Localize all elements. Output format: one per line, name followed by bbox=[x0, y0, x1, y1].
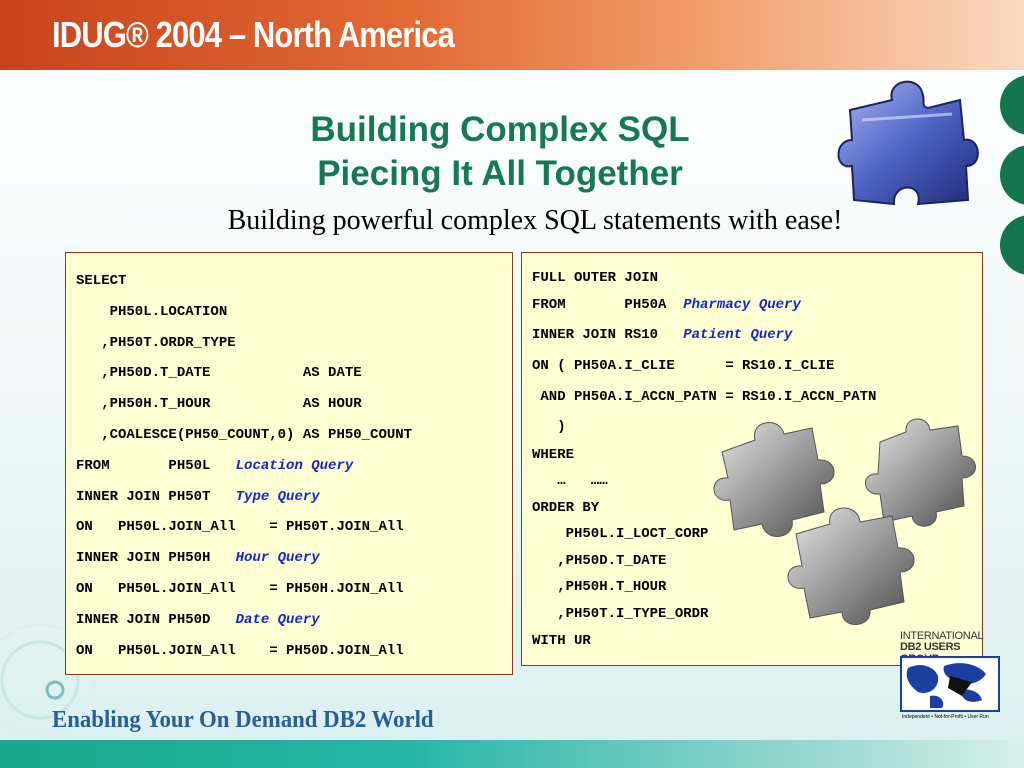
logo-line2: DB2 USERS bbox=[900, 641, 961, 653]
blue-puzzle-piece-image bbox=[832, 70, 982, 210]
code-text: ON PH50L.JOIN_All = PH50H.JOIN_All bbox=[76, 581, 404, 597]
code-text: ,PH50D.T_DATE bbox=[532, 553, 667, 569]
code-text: ,PH50T.I_TYPE_ORDR bbox=[532, 606, 709, 622]
code-text: PH50L.I_LOCT_CORP bbox=[532, 526, 709, 542]
header-banner bbox=[0, 0, 1024, 70]
code-line bbox=[532, 553, 666, 569]
code-line bbox=[76, 643, 404, 659]
code-text: WHERE bbox=[532, 447, 575, 463]
code-line bbox=[532, 526, 708, 542]
code-text: ) bbox=[532, 419, 566, 435]
code-text: ON ( PH50A.I_CLIE = RS10.I_CLIE bbox=[532, 358, 835, 374]
code-line bbox=[532, 419, 566, 435]
code-text: INNER JOIN PH50H bbox=[76, 550, 236, 567]
code-line bbox=[76, 550, 320, 566]
code-line bbox=[532, 500, 599, 516]
code-line bbox=[532, 473, 608, 489]
code-line bbox=[532, 633, 591, 649]
code-text: FROM PH50A bbox=[532, 297, 684, 313]
code-text: INNER JOIN RS10 bbox=[532, 327, 684, 343]
logo-globe-icon bbox=[900, 656, 1000, 712]
code-text: ON PH50L.JOIN_All = PH50D.JOIN_All bbox=[76, 642, 404, 659]
query-label: Type Query bbox=[235, 488, 320, 505]
gray-puzzle-pieces-image bbox=[700, 412, 980, 632]
code-line bbox=[76, 427, 412, 443]
slide-title-line2: Piecing It All Together bbox=[317, 154, 683, 193]
code-line bbox=[76, 304, 227, 320]
header-title: IDUG® 2004 – North America bbox=[52, 14, 454, 55]
code-line bbox=[76, 458, 353, 474]
code-text: INNER JOIN PH50D bbox=[76, 611, 236, 628]
footer-tagline: Enabling Your On Demand DB2 World bbox=[52, 707, 434, 733]
code-text: ,PH50H.T_HOUR AS HOUR bbox=[76, 396, 362, 413]
code-line bbox=[532, 389, 876, 405]
code-line bbox=[532, 579, 666, 595]
code-line bbox=[76, 335, 236, 351]
logo-line1: INTERNATIONAL bbox=[900, 630, 984, 642]
code-text: AND PH50A.I_ACCN_PATN = RS10.I_ACCN_PATN bbox=[532, 389, 877, 405]
logo-line3: Independent • Not-for-Profit • User Run bbox=[902, 714, 989, 720]
query-label: Patient Query bbox=[683, 327, 793, 343]
query-label: Date Query bbox=[235, 611, 320, 628]
code-line bbox=[76, 581, 404, 597]
code-text: ,PH50D.T_DATE AS DATE bbox=[76, 365, 362, 382]
code-text: FULL OUTER JOIN bbox=[532, 270, 659, 286]
code-line bbox=[532, 606, 708, 622]
code-line bbox=[76, 612, 320, 628]
slide-title-line1: Building Complex SQL bbox=[310, 110, 690, 149]
code-text: FROM PH50L bbox=[76, 457, 236, 474]
code-line bbox=[532, 270, 658, 286]
code-text: … …… bbox=[532, 473, 608, 489]
code-text: WITH UR bbox=[532, 633, 591, 649]
code-text: ON PH50L.JOIN_All = PH50T.JOIN_All bbox=[76, 519, 404, 536]
code-line bbox=[532, 327, 792, 343]
code-line bbox=[76, 365, 362, 381]
idug-logo bbox=[900, 630, 1000, 726]
code-text: SELECT bbox=[76, 273, 127, 289]
query-label: Hour Query bbox=[235, 550, 320, 567]
slide-subtitle: Building powerful complex SQL statements with ease! bbox=[227, 205, 843, 236]
footer-band bbox=[0, 740, 1024, 768]
code-line bbox=[76, 273, 126, 289]
code-text: INNER JOIN PH50T bbox=[76, 488, 236, 505]
code-text: ORDER BY bbox=[532, 500, 600, 516]
code-text: ,PH50T.ORDR_TYPE bbox=[76, 334, 236, 351]
left-sql-code-box bbox=[65, 252, 513, 675]
code-text: ,COALESCE(PH50_COUNT,0) AS PH50_COUNT bbox=[76, 427, 413, 443]
green-bubbles-decoration bbox=[990, 75, 1024, 275]
code-line bbox=[76, 489, 320, 505]
query-label: Pharmacy Query bbox=[683, 297, 801, 313]
code-line bbox=[532, 358, 834, 374]
code-line bbox=[532, 447, 574, 463]
code-line bbox=[76, 396, 362, 412]
code-text: PH50L.LOCATION bbox=[76, 303, 228, 320]
code-text: ,PH50H.T_HOUR bbox=[532, 579, 667, 595]
code-line bbox=[76, 519, 404, 535]
code-line bbox=[532, 297, 801, 313]
query-label: Location Query bbox=[235, 457, 354, 474]
